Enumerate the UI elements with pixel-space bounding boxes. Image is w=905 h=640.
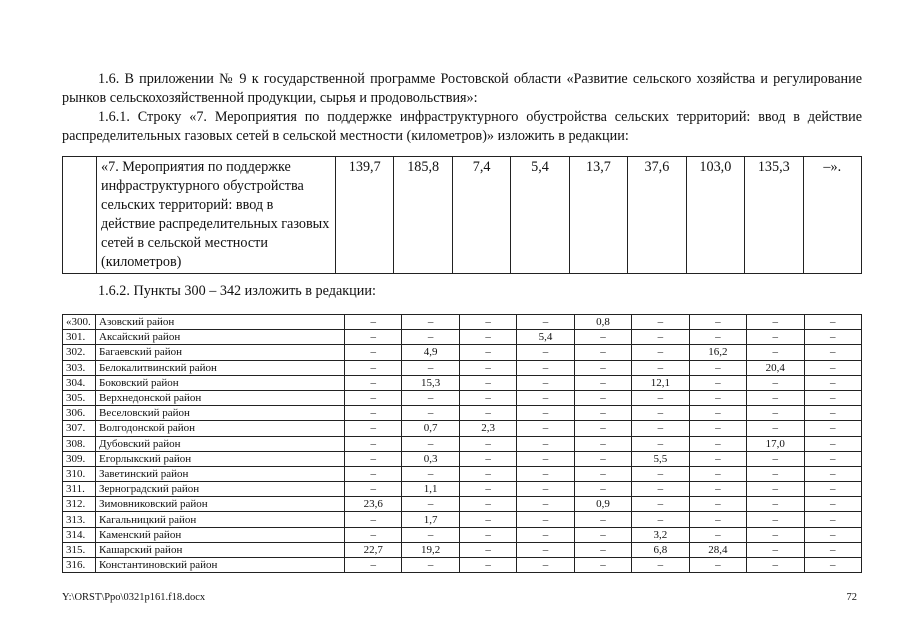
value-cell: – bbox=[459, 497, 516, 512]
value-cell: – bbox=[689, 375, 746, 390]
district-name-cell: Зерноградский район bbox=[96, 482, 345, 497]
value-cell: – bbox=[402, 360, 459, 375]
value-cell: – bbox=[632, 406, 689, 421]
district-name-cell: Зимовниковский район bbox=[96, 497, 345, 512]
value-cell: 3,2 bbox=[632, 527, 689, 542]
value-cell: 139,7 bbox=[336, 157, 394, 274]
value-cell: – bbox=[804, 315, 862, 330]
value-cell: 22,7 bbox=[345, 542, 402, 557]
value-cell: 7,4 bbox=[452, 157, 510, 274]
value-cell: – bbox=[574, 527, 631, 542]
value-cell: – bbox=[632, 421, 689, 436]
district-name-cell: Верхнедонской район bbox=[96, 390, 345, 405]
value-cell: – bbox=[632, 390, 689, 405]
district-name-cell: Заветинский район bbox=[96, 466, 345, 481]
value-cell: – bbox=[345, 375, 402, 390]
district-name-cell: Веселовский район bbox=[96, 406, 345, 421]
value-cell: – bbox=[459, 466, 516, 481]
value-cell: – bbox=[747, 527, 804, 542]
value-cell: – bbox=[574, 542, 631, 557]
district-name-cell: Белокалитвинский район bbox=[96, 360, 345, 375]
value-cell: – bbox=[345, 527, 402, 542]
value-cell: – bbox=[402, 558, 459, 573]
value-cell: – bbox=[632, 330, 689, 345]
row-number-cell: 303. bbox=[63, 360, 96, 375]
value-cell: – bbox=[804, 527, 862, 542]
value-cell: 0,8 bbox=[574, 315, 631, 330]
value-cell: – bbox=[747, 390, 804, 405]
districts-table bbox=[62, 314, 862, 573]
value-cell: – bbox=[517, 345, 574, 360]
value-cell: – bbox=[459, 451, 516, 466]
value-cell: – bbox=[574, 466, 631, 481]
value-cell: – bbox=[345, 466, 402, 481]
table-row bbox=[63, 482, 862, 497]
value-cell: – bbox=[459, 542, 516, 557]
table-row bbox=[63, 466, 862, 481]
value-cell: – bbox=[517, 390, 574, 405]
value-cell: – bbox=[345, 315, 402, 330]
value-cell: – bbox=[459, 436, 516, 451]
value-cell: – bbox=[747, 421, 804, 436]
footer-file-path: Y:\ORST\Ppo\0321p161.f18.docx bbox=[62, 592, 206, 603]
value-cell: 185,8 bbox=[394, 157, 452, 274]
value-cell: – bbox=[804, 360, 862, 375]
value-cell: – bbox=[747, 466, 804, 481]
value-cell: – bbox=[459, 345, 516, 360]
value-cell: – bbox=[574, 360, 631, 375]
value-cell: – bbox=[459, 558, 516, 573]
row-number-cell: 302. bbox=[63, 345, 96, 360]
value-cell: – bbox=[517, 512, 574, 527]
value-cell: – bbox=[574, 330, 631, 345]
value-cell: 17,0 bbox=[747, 436, 804, 451]
value-cell: 13,7 bbox=[569, 157, 627, 274]
district-name-cell: Багаевский район bbox=[96, 345, 345, 360]
value-cell: 19,2 bbox=[402, 542, 459, 557]
value-cell: – bbox=[689, 466, 746, 481]
table-row bbox=[63, 527, 862, 542]
value-cell: – bbox=[804, 345, 862, 360]
value-cell: 16,2 bbox=[689, 345, 746, 360]
district-name-cell: Каменский район bbox=[96, 527, 345, 542]
row-7-table bbox=[62, 156, 862, 274]
value-cell: – bbox=[804, 421, 862, 436]
value-cell: 0,9 bbox=[574, 497, 631, 512]
value-cell: – bbox=[459, 406, 516, 421]
value-cell: – bbox=[574, 482, 631, 497]
value-cell: 1,7 bbox=[402, 512, 459, 527]
row-number-cell: 308. bbox=[63, 436, 96, 451]
value-cell: – bbox=[517, 360, 574, 375]
value-cell: – bbox=[804, 466, 862, 481]
value-cell: – bbox=[747, 315, 804, 330]
value-cell: – bbox=[459, 315, 516, 330]
value-cell: – bbox=[804, 482, 862, 497]
value-cell: – bbox=[517, 482, 574, 497]
value-cell: – bbox=[517, 497, 574, 512]
row-number-cell: 304. bbox=[63, 375, 96, 390]
value-cell: 135,3 bbox=[745, 157, 803, 274]
value-cell: 5,4 bbox=[517, 330, 574, 345]
table-row bbox=[63, 406, 862, 421]
value-cell: – bbox=[689, 421, 746, 436]
value-cell: – bbox=[689, 497, 746, 512]
value-cell: – bbox=[804, 512, 862, 527]
value-cell: 5,4 bbox=[511, 157, 569, 274]
value-cell: – bbox=[804, 558, 862, 573]
value-cell: 1,1 bbox=[402, 482, 459, 497]
value-cell: – bbox=[459, 390, 516, 405]
value-cell: 103,0 bbox=[686, 157, 744, 274]
value-cell: 0,3 bbox=[402, 451, 459, 466]
value-cell: – bbox=[747, 406, 804, 421]
value-cell: 15,3 bbox=[402, 375, 459, 390]
district-name-cell: Константиновский район bbox=[96, 558, 345, 573]
table-row bbox=[63, 451, 862, 466]
value-cell: – bbox=[345, 451, 402, 466]
value-cell: – bbox=[402, 436, 459, 451]
value-cell: – bbox=[574, 558, 631, 573]
value-cell: –». bbox=[803, 157, 862, 274]
value-cell: – bbox=[747, 451, 804, 466]
row-number-cell: 306. bbox=[63, 406, 96, 421]
value-cell: – bbox=[402, 330, 459, 345]
value-cell: – bbox=[402, 466, 459, 481]
value-cell: – bbox=[402, 315, 459, 330]
table-row bbox=[63, 330, 862, 345]
value-cell: – bbox=[345, 406, 402, 421]
value-cell: – bbox=[689, 406, 746, 421]
value-cell: – bbox=[632, 558, 689, 573]
value-cell: – bbox=[345, 421, 402, 436]
table-row bbox=[63, 497, 862, 512]
value-cell: – bbox=[574, 406, 631, 421]
value-cell: – bbox=[747, 558, 804, 573]
table-row bbox=[63, 315, 862, 330]
table-row bbox=[63, 157, 862, 274]
value-cell: – bbox=[689, 360, 746, 375]
value-cell: – bbox=[345, 482, 402, 497]
value-cell: – bbox=[402, 497, 459, 512]
district-name-cell: Азовский район bbox=[96, 315, 345, 330]
value-cell: – bbox=[345, 345, 402, 360]
value-cell: – bbox=[747, 512, 804, 527]
value-cell: – bbox=[804, 436, 862, 451]
value-cell: 20,4 bbox=[747, 360, 804, 375]
value-cell: – bbox=[345, 436, 402, 451]
value-cell: – bbox=[517, 406, 574, 421]
table-row bbox=[63, 542, 862, 557]
row-number-cell: 314. bbox=[63, 527, 96, 542]
value-cell: – bbox=[402, 527, 459, 542]
value-cell: – bbox=[459, 360, 516, 375]
value-cell: – bbox=[459, 375, 516, 390]
value-cell: – bbox=[632, 345, 689, 360]
table-row bbox=[63, 436, 862, 451]
value-cell: – bbox=[345, 360, 402, 375]
value-cell: – bbox=[345, 558, 402, 573]
value-cell: – bbox=[574, 345, 631, 360]
value-cell: – bbox=[804, 542, 862, 557]
row-number-cell: «300. bbox=[63, 315, 96, 330]
value-cell: – bbox=[632, 466, 689, 481]
table-row bbox=[63, 390, 862, 405]
value-cell: – bbox=[517, 527, 574, 542]
district-name-cell: Кашарский район bbox=[96, 542, 345, 557]
value-cell: – bbox=[459, 527, 516, 542]
value-cell: – bbox=[632, 497, 689, 512]
table-row bbox=[63, 512, 862, 527]
value-cell: – bbox=[574, 512, 631, 527]
row-number-cell: 312. bbox=[63, 497, 96, 512]
value-cell: – bbox=[517, 421, 574, 436]
table-row bbox=[63, 345, 862, 360]
value-cell: – bbox=[574, 436, 631, 451]
value-cell: 6,8 bbox=[632, 542, 689, 557]
value-cell: – bbox=[689, 527, 746, 542]
value-cell: – bbox=[459, 512, 516, 527]
value-cell: – bbox=[345, 390, 402, 405]
table-row bbox=[63, 375, 862, 390]
row-number-cell: 315. bbox=[63, 542, 96, 557]
value-cell: – bbox=[804, 497, 862, 512]
value-cell: – bbox=[517, 542, 574, 557]
paragraph-1-6: 1.6. В приложении № 9 к государственной программе Ростовской области «Развитие сельского хозяйства и регулирование рынков сельскохозяйственной продукции, сырья и продовольствия»: bbox=[62, 71, 862, 106]
value-cell: 0,7 bbox=[402, 421, 459, 436]
district-name-cell: Егорлыкский район bbox=[96, 451, 345, 466]
value-cell: 5,5 bbox=[632, 451, 689, 466]
row-number-cell: 305. bbox=[63, 390, 96, 405]
value-cell: – bbox=[804, 406, 862, 421]
value-cell: – bbox=[574, 375, 631, 390]
row-number-cell: 307. bbox=[63, 421, 96, 436]
district-name-cell: Боковский район bbox=[96, 375, 345, 390]
value-cell: – bbox=[459, 330, 516, 345]
value-cell: 4,9 bbox=[402, 345, 459, 360]
value-cell: – bbox=[689, 315, 746, 330]
value-cell: – bbox=[345, 512, 402, 527]
table-row bbox=[63, 421, 862, 436]
value-cell: – bbox=[517, 558, 574, 573]
value-cell: – bbox=[689, 330, 746, 345]
value-cell: – bbox=[689, 558, 746, 573]
value-cell: – bbox=[517, 315, 574, 330]
value-cell: 37,6 bbox=[628, 157, 686, 274]
value-cell: – bbox=[632, 436, 689, 451]
paragraph-1-6-1: 1.6.1. Строку «7. Мероприятия по поддержке инфраструктурного обустройства сельских территорий: ввод в действие распределительных газовых сетей в сельской местности (километров)» изложить в редакции: bbox=[62, 109, 862, 144]
table-row bbox=[63, 558, 862, 573]
row-number-cell: 316. bbox=[63, 558, 96, 573]
value-cell: 28,4 bbox=[689, 542, 746, 557]
row-number-cell: 310. bbox=[63, 466, 96, 481]
value-cell: – bbox=[574, 390, 631, 405]
value-cell: – bbox=[747, 345, 804, 360]
value-cell: 23,6 bbox=[345, 497, 402, 512]
row-number-cell: 311. bbox=[63, 482, 96, 497]
value-cell: – bbox=[632, 315, 689, 330]
value-cell: – bbox=[517, 451, 574, 466]
district-name-cell: Аксайский район bbox=[96, 330, 345, 345]
value-cell: – bbox=[804, 390, 862, 405]
value-cell: – bbox=[345, 330, 402, 345]
value-cell: – bbox=[747, 482, 804, 497]
value-cell: – bbox=[689, 482, 746, 497]
district-name-cell: Дубовский район bbox=[96, 436, 345, 451]
value-cell: – bbox=[689, 451, 746, 466]
row-number-cell: 309. bbox=[63, 451, 96, 466]
row-number-cell: 313. bbox=[63, 512, 96, 527]
value-cell: – bbox=[402, 390, 459, 405]
value-cell: – bbox=[689, 436, 746, 451]
table-row bbox=[63, 360, 862, 375]
value-cell: – bbox=[517, 436, 574, 451]
value-cell: – bbox=[747, 497, 804, 512]
value-cell: 2,3 bbox=[459, 421, 516, 436]
value-cell: – bbox=[804, 330, 862, 345]
value-cell: 12,1 bbox=[632, 375, 689, 390]
value-cell: – bbox=[402, 406, 459, 421]
district-name-cell: Кагальницкий район bbox=[96, 512, 345, 527]
value-cell: – bbox=[574, 451, 631, 466]
page-number: 72 bbox=[846, 592, 857, 603]
value-cell: – bbox=[747, 330, 804, 345]
district-name-cell: Волгодонской район bbox=[96, 421, 345, 436]
value-cell: – bbox=[747, 542, 804, 557]
empty-cell bbox=[63, 157, 97, 274]
value-cell: – bbox=[804, 375, 862, 390]
value-cell: – bbox=[459, 482, 516, 497]
row-number-cell: 301. bbox=[63, 330, 96, 345]
value-cell: – bbox=[689, 512, 746, 527]
value-cell: – bbox=[632, 360, 689, 375]
value-cell: – bbox=[747, 375, 804, 390]
value-cell: – bbox=[632, 512, 689, 527]
value-cell: – bbox=[689, 390, 746, 405]
value-cell: – bbox=[574, 421, 631, 436]
value-cell: – bbox=[517, 375, 574, 390]
value-cell: – bbox=[517, 466, 574, 481]
paragraph-1-6-2: 1.6.2. Пункты 300 – 342 изложить в редакции: bbox=[98, 283, 376, 299]
value-cell: – bbox=[632, 482, 689, 497]
row-name-cell: «7. Мероприятия по поддержке инфраструктурного обустройства сельских территорий: ввод в действие распределительных газовых сетей в сельской местности (километров) bbox=[97, 157, 336, 274]
value-cell: – bbox=[804, 451, 862, 466]
